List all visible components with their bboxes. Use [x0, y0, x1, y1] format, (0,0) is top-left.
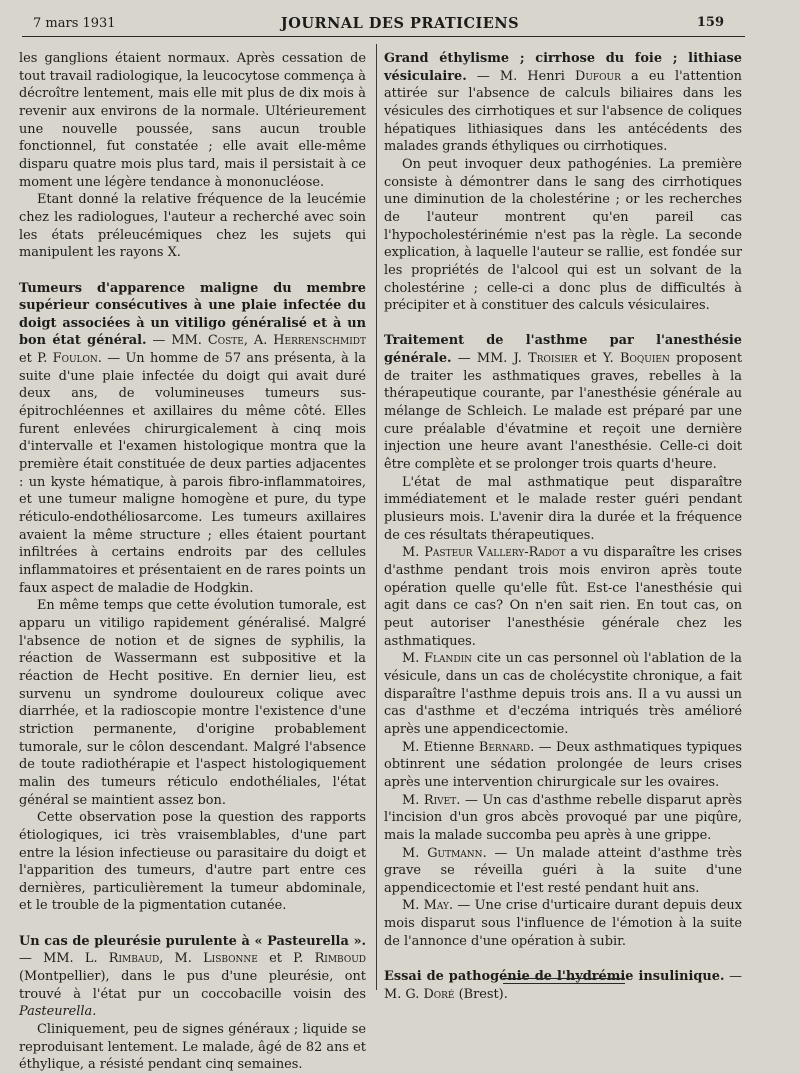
article-body: — Un homme de 57 ans présenta, à la suite d'une plaie infectée du doigt qui avait duré deux ans, de volumineuses tumeurs sus-épitrochléennes et axillaires du même côté. Elles furent enlevées chirurgicalement à cinq mois d'intervalle et l'examen histologique montra que la première était constituée de deux parties adjacentes : un kyste hématique, à parois fibro-inflammatoires, et une tumeur maligne homogène et pure, du type réticulo-endothéliosarcome. Les tumeurs axillaires avaient la même structure ; elles étaient pourtant infiltrées à certains endroits par des cellules inflammatoires et présentaient en de rares points un faux aspect de maladie de Hodgkin. [19, 351, 366, 596]
prefix: M. [402, 792, 424, 808]
author-name: Dufour [574, 68, 621, 84]
separator: , A. [243, 333, 274, 349]
author-name: Rivet [423, 792, 457, 808]
paragraph-body: . — Un malade atteint d'asthme très grave se réveilla guéri à la suite d'une appendicectomie et l'est resté pendant huit ans. [384, 845, 742, 896]
separator: — MM. J. [451, 351, 529, 367]
separator: — M. Henri [466, 68, 575, 84]
paragraph: L'état de mal asthmatique peut disparaître immédiatement et le malade rester guéri pendant plusieurs mois. L'avenir dira la durée et la fréquence de ces résultats thérapeutiques. [384, 474, 742, 543]
page-header [0, 14, 800, 38]
article-title: Traitement de l'asthme par l'anesthésie générale. [384, 333, 742, 367]
author-name: Rimboud [314, 951, 366, 967]
author-name: Herrenschmidt [273, 333, 366, 349]
paragraph-body: . — Une crise d'urticaire durant depuis deux mois disparut sous l'influence de l'émotion à la suite de l'annonce d'une opération à subir. [384, 898, 742, 949]
left-column [19, 50, 366, 1074]
prefix: M. Etienne [402, 739, 479, 755]
paragraph: les ganglions étaient normaux. Après cessation de tout travail radiologique, la leucocytose commença à décroître lentement, mais elle mit plus de dix mois à revenir aux environs de la normale. Ultérieurement une nouvelle poussée, sans aucun trouble fonctionnel, fut constatée ; elle avait elle-même disparu quatre mois plus tard, mais il persistait à ce moment une légère tendance à mononucléose. [19, 51, 366, 190]
header-rule [22, 36, 745, 37]
author-name: Gutmann [427, 845, 483, 861]
separator: . [97, 351, 102, 367]
article-body: proposent de traiter les asthmatiques graves, rebelles à la thérapeutique courante, par l'anesthésie générale au mélange de Schleich. Le malade est préparé par une cure préalable d'évatmine et reçoit une dernière injection une heure avant l'anesthésie. Celle-ci doit être complète et se prolonger trois quarts d'heure. [384, 351, 742, 473]
right-column [384, 50, 742, 1003]
separator: et P. [257, 951, 315, 967]
paragraph-body: cite un cas personnel où l'ablation de la vésicule, dans un cas de cholécystite chronique, a fait disparaître l'asthme depuis trois ans. Il a vu aussi un cas d'asthme et d'eczéma intriqués très amélioré après une appendicectomie. [384, 651, 742, 737]
article-title: Tumeurs d'apparence maligne du membre supérieur consécutives à une plaie infectée du doigt associées à un vitiligo généralisé et à un bon état général. [19, 280, 366, 349]
prefix: M. [402, 898, 424, 914]
paragraph-body: . — Un cas d'asthme rebelle disparut après l'incision d'un gros abcès provoqué par une piqûre, mais la malade succomba peu après à une grippe. [384, 792, 742, 843]
paragraph [384, 650, 742, 738]
paragraph [384, 739, 742, 792]
separator: — M. G. [384, 969, 743, 1002]
paragraph-body: a vu disparaître les crises d'asthme pendant trois mois environ après toute opération quelle qu'elle fût. Est-ce l'anesthésie qui agit dans ce cas? On n'en sait rien. En tout cas, on peut autoriser l'anesthésie générale chez les asthmatiques. [384, 545, 742, 649]
journal-title: JOURNAL DES PRATICIENS [280, 15, 520, 32]
prefix: M. [402, 845, 428, 861]
page-number: 159 [696, 15, 724, 30]
author-name: Flandin [424, 651, 473, 667]
separator: — MM. L. [19, 951, 109, 967]
article-asthme [384, 332, 742, 473]
author-name: Doré [423, 986, 455, 1002]
paragraph: Etant donné la relative fréquence de la leucémie chez les radiologues, l'auteur a recherché avec soin les états préleucémiques chez les sujets qui manipulent les rayons X. [19, 192, 366, 261]
author-name: Rimbaud [108, 951, 160, 967]
article-title: Grand éthylisme ; cirrhose du foie ; lithiase vésiculaire. [384, 51, 742, 84]
end-double-rule [503, 978, 625, 984]
article-title: Un cas de pleurésie purulente à « Pasteurella ». [19, 933, 366, 949]
author-name: Foulon [52, 351, 98, 367]
article-hydremie [384, 968, 742, 1003]
author-name: Coste [207, 333, 244, 349]
header-date: 7 mars 1931 [33, 16, 116, 31]
author-name: Lisbonne [203, 951, 258, 967]
article-body: (Montpellier), dans le pus d'une pleurésie, ont trouvé à l'état pur un coccobacille voisin des [19, 969, 366, 1002]
paragraph-body: . — Deux asthmatiques typiques obtinrent une sédation prolongée de leurs crises après une intervention chirurgicale sur les ovaires. [384, 739, 742, 790]
paragraph: On peut invoquer deux pathogénies. La première consiste à démontrer dans le sang des cirrhotiques une diminution de la cholestérine ; or les recherches de l'auteur montrent qu'en pareil cas l'hypocholestérinémie n'est pas la règle. La seconde explication, à laquelle l'auteur se rallie, est fondée sur les propriétés de l'alcool qui est un solvant de la cholestérine ; celle-ci a donc plus de difficultés à précipiter et à constituer des calculs vésiculaires. [384, 156, 742, 314]
separator: , M. [159, 951, 204, 967]
article-body: a eu l'attention attirée sur l'absence de calculs biliaires dans les vésicules des cirrhotiques et sur l'absence de coliques hépatiques lithiasiques dans les antécédents des malades grands éthyliques ou cirrhotiques. [384, 68, 742, 155]
article-body: (Brest). [454, 986, 508, 1002]
paragraph [384, 845, 742, 898]
paragraph: En même temps que cette évolution tumorale, est apparu un vitiligo rapidement généralisé. Malgré l'absence de notion et de signes de syphilis, la réaction de Wassermann est subpositive et la réaction de Hecht positive. En dernier lieu, est survenu un syndrome douloureux colique avec diarrhée, et la radioscopie montre l'existence d'une striction permanente, d'origine probablement tumorale, sur le côlon descendant. Malgré l'absence de toute radiothérapie et l'aspect histologiquement malin des tumeurs réticulo endothéliales, l'état général se maintient assez bon. [19, 598, 366, 808]
italic-term: Pasteurella. [19, 1004, 97, 1020]
paragraph: Cliniquement, peu de signes généraux ; liquide se reproduisant lentement. Le malade, âgé de 82 ans et éthylique, a résisté pendant cinq semaines. [19, 1022, 366, 1073]
author-name: May [423, 898, 449, 914]
article-title: Essai de pathogénie de l'hydrémie insulinique. [384, 969, 725, 985]
paragraph [384, 897, 742, 950]
article-pleuresie [19, 933, 366, 1021]
column-divider [376, 44, 377, 990]
author-name: Boquien [620, 351, 670, 367]
prefix: M. [402, 651, 425, 667]
author-name: Troisier [528, 351, 578, 367]
paragraph [384, 792, 742, 845]
article-ethylisme [384, 50, 742, 156]
separator: — MM. [146, 333, 208, 349]
paragraph [384, 544, 742, 650]
prefix: M. [402, 545, 425, 561]
article-tumeurs [19, 280, 366, 598]
paragraph: Cette observation pose la question des rapports étiologiques, ici très vraisemblables, d'une part entre la lésion infectieuse ou parasitaire du doigt et l'apparition des tumeurs, d'autre part entre ces dernières, particulièrement la tumeur abdominale, et le trouble de la pigmentation cutanée. [19, 810, 366, 914]
separator: et P. [19, 351, 53, 367]
author-name: Pasteur Vallery-Radot [424, 545, 566, 561]
separator: et Y. [577, 351, 621, 367]
author-name: Bernard [478, 739, 531, 755]
